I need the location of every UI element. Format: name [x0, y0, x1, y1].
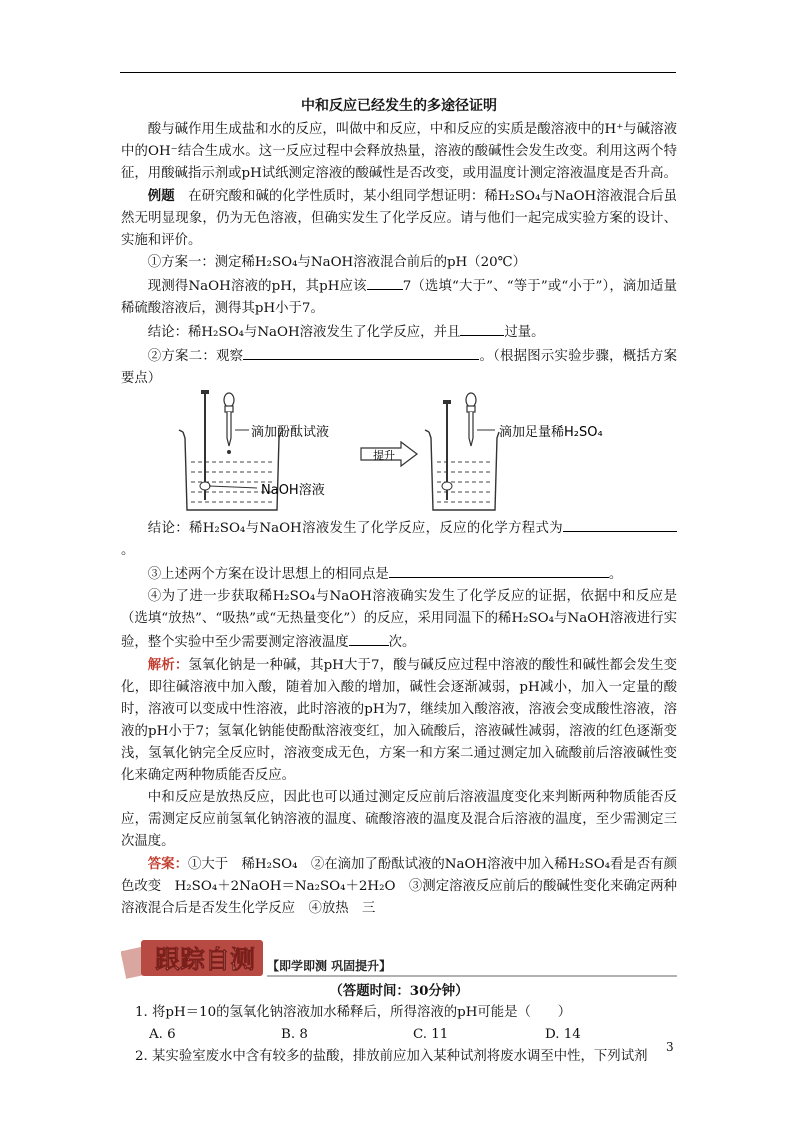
analysis-label: 解析： [147, 657, 189, 673]
option-b[interactable]: B. 8 [281, 1027, 308, 1042]
answer-blank-1[interactable] [367, 274, 403, 290]
plan1: ①方案一：测定稀H₂SO₄与NaOH溶液混合前后的pH（20℃） [147, 255, 527, 270]
answer-blank-6[interactable] [349, 630, 389, 646]
banner-title: 跟踪自测 [155, 945, 256, 974]
example-text: 在研究酸和碱的化学性质时，某小组同学想证明：稀H₂SO₄与NaOH溶液混合后虽然无明显现象，仍为无色溶液，但确实发生了化学反应。请与他们一起完成实验方案的设计、实施和评价。 [121, 189, 678, 248]
answer-time: （答题时间：30分钟） [329, 983, 469, 999]
question-1: 1. 将pH＝10的氢氧化钠溶液加水稀释后，所得溶液的pH可能是（ ） [135, 1005, 572, 1020]
label-naoh: NaOH溶液 [261, 483, 325, 498]
analysis-p1 [121, 654, 677, 787]
conclusion2: 结论：稀H₂SO₄与NaOH溶液发生了化学反应，反应的化学方程式为。 [121, 516, 677, 562]
question4 [121, 586, 677, 654]
q4-c: 次。 [388, 635, 416, 650]
concl1-a: 结论：稀H₂SO₄与NaOH溶液发生了化学反应，并且 [147, 325, 461, 340]
conclusion1 [121, 320, 677, 344]
header-rule [120, 72, 676, 73]
plan2-b: 。（根据图示实验步骤，概括方案要点） [121, 349, 677, 386]
option-d[interactable]: D. 14 [545, 1027, 581, 1042]
doc-title: 中和反应已经发生的多途径证明 [301, 98, 497, 114]
beaker-diagram [121, 390, 677, 516]
plan1-question [121, 274, 677, 320]
answer-blank-5[interactable] [389, 562, 609, 578]
question-2: 2. 某实验室废水中含有较多的盐酸，排放前应加入某种试剂将废水调至中性，下列试剂 [135, 1049, 648, 1064]
plan1-q-b: 7（选填“大于”、“等于”或“小于”），滴加适量稀硫酸溶液后，测得其pH小于7。 [121, 279, 677, 316]
answer-blank-2[interactable] [460, 320, 504, 336]
document-body [121, 95, 677, 1068]
answer-blank-4[interactable] [563, 516, 677, 532]
q4-a: ④为了进一步获取稀H₂SO₄与NaOH溶液确实发生了化学反应的证据，依据中和反应是 [147, 589, 677, 604]
question-1-options [121, 1024, 677, 1046]
experiment-diagram [121, 390, 677, 516]
banner-graphic [121, 936, 677, 980]
plan2-a: ②方案二：观察 [147, 349, 244, 364]
label-arrow: 提升 [373, 449, 395, 462]
example-label: 例题 [147, 188, 175, 204]
intro-paragraph: 酸与碱作用生成盐和水的反应，叫做中和反应，中和反应的实质是酸溶液中的H⁺与碱溶液中的OH⁻结合生成水。这一反应过程中会释放热量，溶液的酸碱性会发生改变。利用这两个特征，用酸碱指示剂或pH试纸测定溶液的酸碱性是否改变，或用温度计测定溶液温度是否升高。 [121, 122, 677, 181]
label-h2so4: 滴加足量稀H₂SO₄ [499, 425, 603, 440]
answer-blank-3[interactable] [243, 344, 479, 360]
analysis-p2: 中和反应是放热反应，因此也可以通过测定反应前后溶液温度变化来判断两种物质能否反应，需测定反应前氢氧化钠溶液的温度、硫酸溶液的温度及混合后溶液的温度，至少需测定三次温度。 [121, 790, 677, 849]
q3-text: ③上述两个方案在设计思想上的相同点是 [147, 567, 389, 582]
question3: ③上述两个方案在设计思想上的相同点是 。 [121, 562, 677, 586]
option-a[interactable]: A. 6 [149, 1027, 176, 1042]
example-paragraph [121, 185, 677, 252]
concl1-b: 过量。 [504, 325, 545, 340]
option-c[interactable]: C. 11 [413, 1027, 449, 1042]
plan1-q-a: 现测得NaOH溶液的pH，其pH应该 [147, 279, 367, 294]
label-phenolphthalein: 滴加酚酞试液 [251, 425, 330, 440]
q4-b: （选填“放热”、“吸热”或“无热量变化”）的反应，采用同温下的稀H₂SO₄与NaOH溶液进行实验，整个实验中至少需要测定溶液温度 [121, 611, 677, 650]
answer-paragraph [121, 853, 677, 920]
answer-label: 答案： [147, 856, 188, 872]
analysis-text: 氢氧化钠是一种碱，其pH大于7，酸与碱反应过程中溶液的酸性和碱性都会发生变化，即往碱溶液中加入酸，随着加入酸的增加，碱性会逐渐减弱，pH减小，加入一定量的酸时，溶液可以变成中性溶液，此时溶液的pH为7，继续加入酸溶液，溶液会变成酸性溶液，溶液的pH小于7；氢氧化钠能使酚酞溶液变红，加入硫酸后，溶液碱性减弱，溶液的红色逐渐变浅，氢氧化钠完全反应时，溶液变成无色，方案一和方案二通过测定加入硫酸前后溶液碱性变化来确定两种物质能否反应。 [121, 658, 677, 783]
page-number: 3 [666, 1040, 674, 1054]
banner-subtitle: 【即学即测 巩固提升】 [267, 959, 392, 973]
concl2-text: 结论：稀H₂SO₄与NaOH溶液发生了化学反应，反应的化学方程式为 [147, 521, 563, 536]
section-banner [121, 936, 677, 980]
answer-text: ①大于 稀H₂SO₄ ②在滴加了酚酞试液的NaOH溶液中加入稀H₂SO₄看是否有颜色改变 H₂SO₄＋2NaOH＝Na₂SO₄＋2H₂O ③测定溶液反应前后的酸碱性变化来确定两种溶液混合后是否发生化学反应 ④放热 三 [121, 857, 677, 916]
plan2 [121, 344, 677, 390]
